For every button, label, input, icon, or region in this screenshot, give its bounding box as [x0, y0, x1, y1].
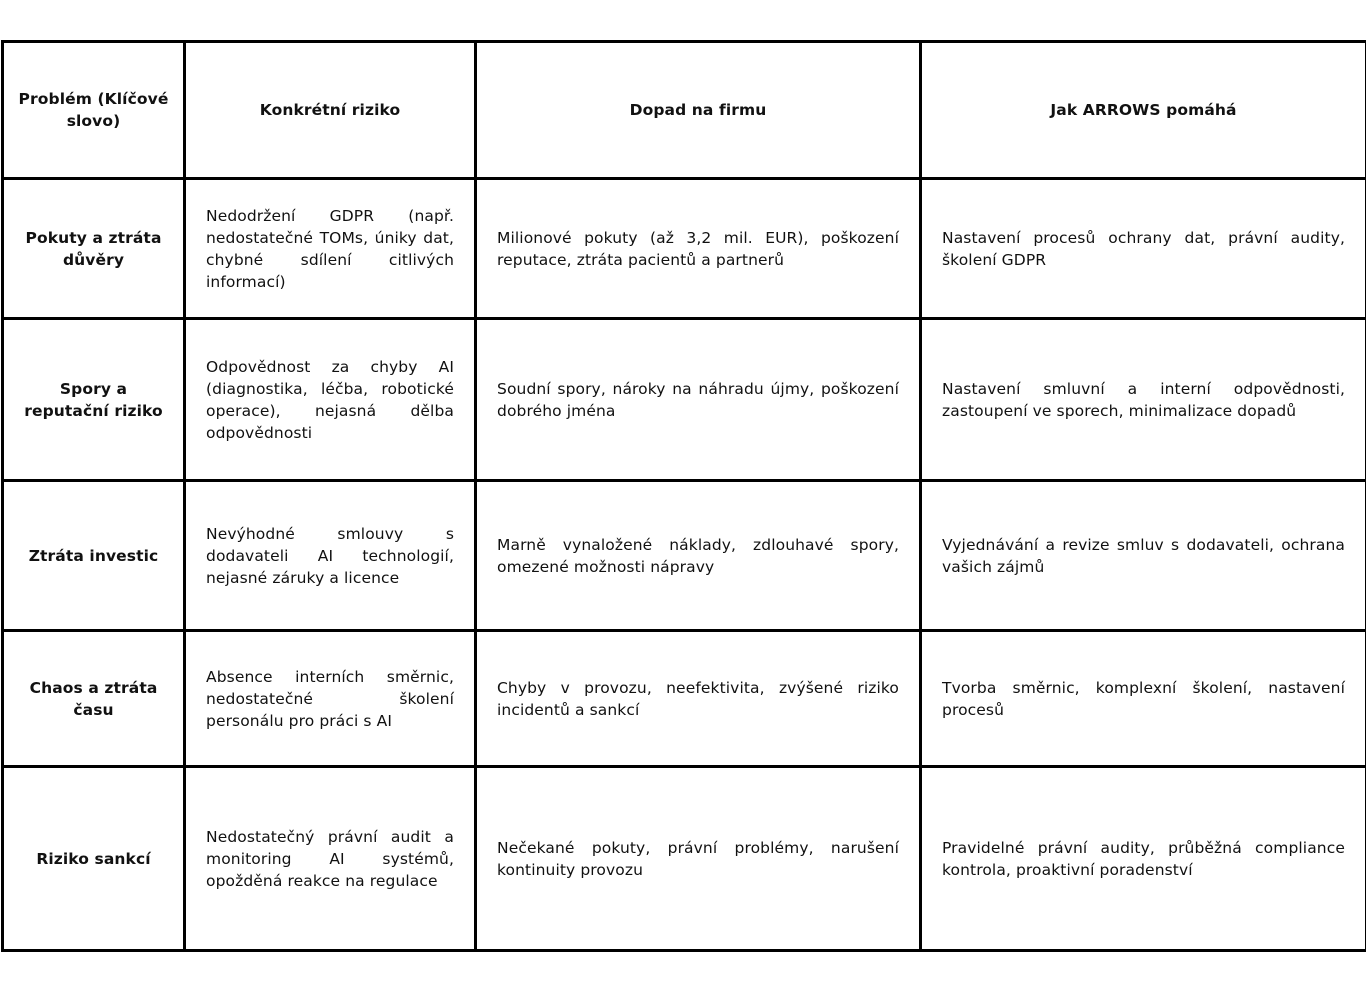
problem-cell: Spory a reputační riziko — [3, 319, 185, 481]
problem-cell: Riziko sankcí — [3, 767, 185, 951]
table-header — [3, 42, 1366, 179]
impact-cell: Chyby v provozu, neefektivita, zvýšené riziko incidentů a sankcí — [476, 631, 921, 767]
risk-cell: Absence interních směrnic, nedostatečné školení personálu pro práci s AI — [185, 631, 476, 767]
header-help: Jak ARROWS pomáhá — [921, 42, 1366, 179]
header-problem: Problém (Klíčové slovo) — [3, 42, 185, 179]
help-cell: Vyjednávání a revize smluv s dodavateli, ochrana vašich zájmů — [921, 481, 1366, 631]
header-impact: Dopad na firmu — [476, 42, 921, 179]
table-row — [3, 481, 1366, 631]
risk-cell: Nevýhodné smlouvy s dodavateli AI technologií, nejasné záruky a licence — [185, 481, 476, 631]
problem-cell: Ztráta investic — [3, 481, 185, 631]
header-row — [3, 42, 1366, 179]
help-cell: Pravidelné právní audity, průběžná compliance kontrola, proaktivní poradenství — [921, 767, 1366, 951]
problem-cell: Chaos a ztráta času — [3, 631, 185, 767]
table-body — [3, 179, 1366, 951]
impact-cell: Soudní spory, nároky na náhradu újmy, poškození dobrého jména — [476, 319, 921, 481]
risk-table — [1, 40, 1366, 952]
impact-cell: Nečekané pokuty, právní problémy, narušení kontinuity provozu — [476, 767, 921, 951]
table-row — [3, 631, 1366, 767]
risk-cell: Nedostatečný právní audit a monitoring AI systémů, opožděná reakce na regulace — [185, 767, 476, 951]
help-cell: Nastavení procesů ochrany dat, právní audity, školení GDPR — [921, 179, 1366, 319]
help-cell: Nastavení smluvní a interní odpovědnosti, zastoupení ve sporech, minimalizace dopadů — [921, 319, 1366, 481]
impact-cell: Marně vynaložené náklady, zdlouhavé spory, omezené možnosti nápravy — [476, 481, 921, 631]
table-row — [3, 179, 1366, 319]
problem-cell: Pokuty a ztráta důvěry — [3, 179, 185, 319]
risk-cell: Odpovědnost za chyby AI (diagnostika, léčba, robotické operace), nejasná dělba odpovědnosti — [185, 319, 476, 481]
table-row — [3, 767, 1366, 951]
header-risk: Konkrétní riziko — [185, 42, 476, 179]
help-cell: Tvorba směrnic, komplexní školení, nastavení procesů — [921, 631, 1366, 767]
impact-cell: Milionové pokuty (až 3,2 mil. EUR), poškození reputace, ztráta pacientů a partnerů — [476, 179, 921, 319]
table-row — [3, 319, 1366, 481]
risk-cell: Nedodržení GDPR (např. nedostatečné TOMs, úniky dat, chybné sdílení citlivých informací) — [185, 179, 476, 319]
